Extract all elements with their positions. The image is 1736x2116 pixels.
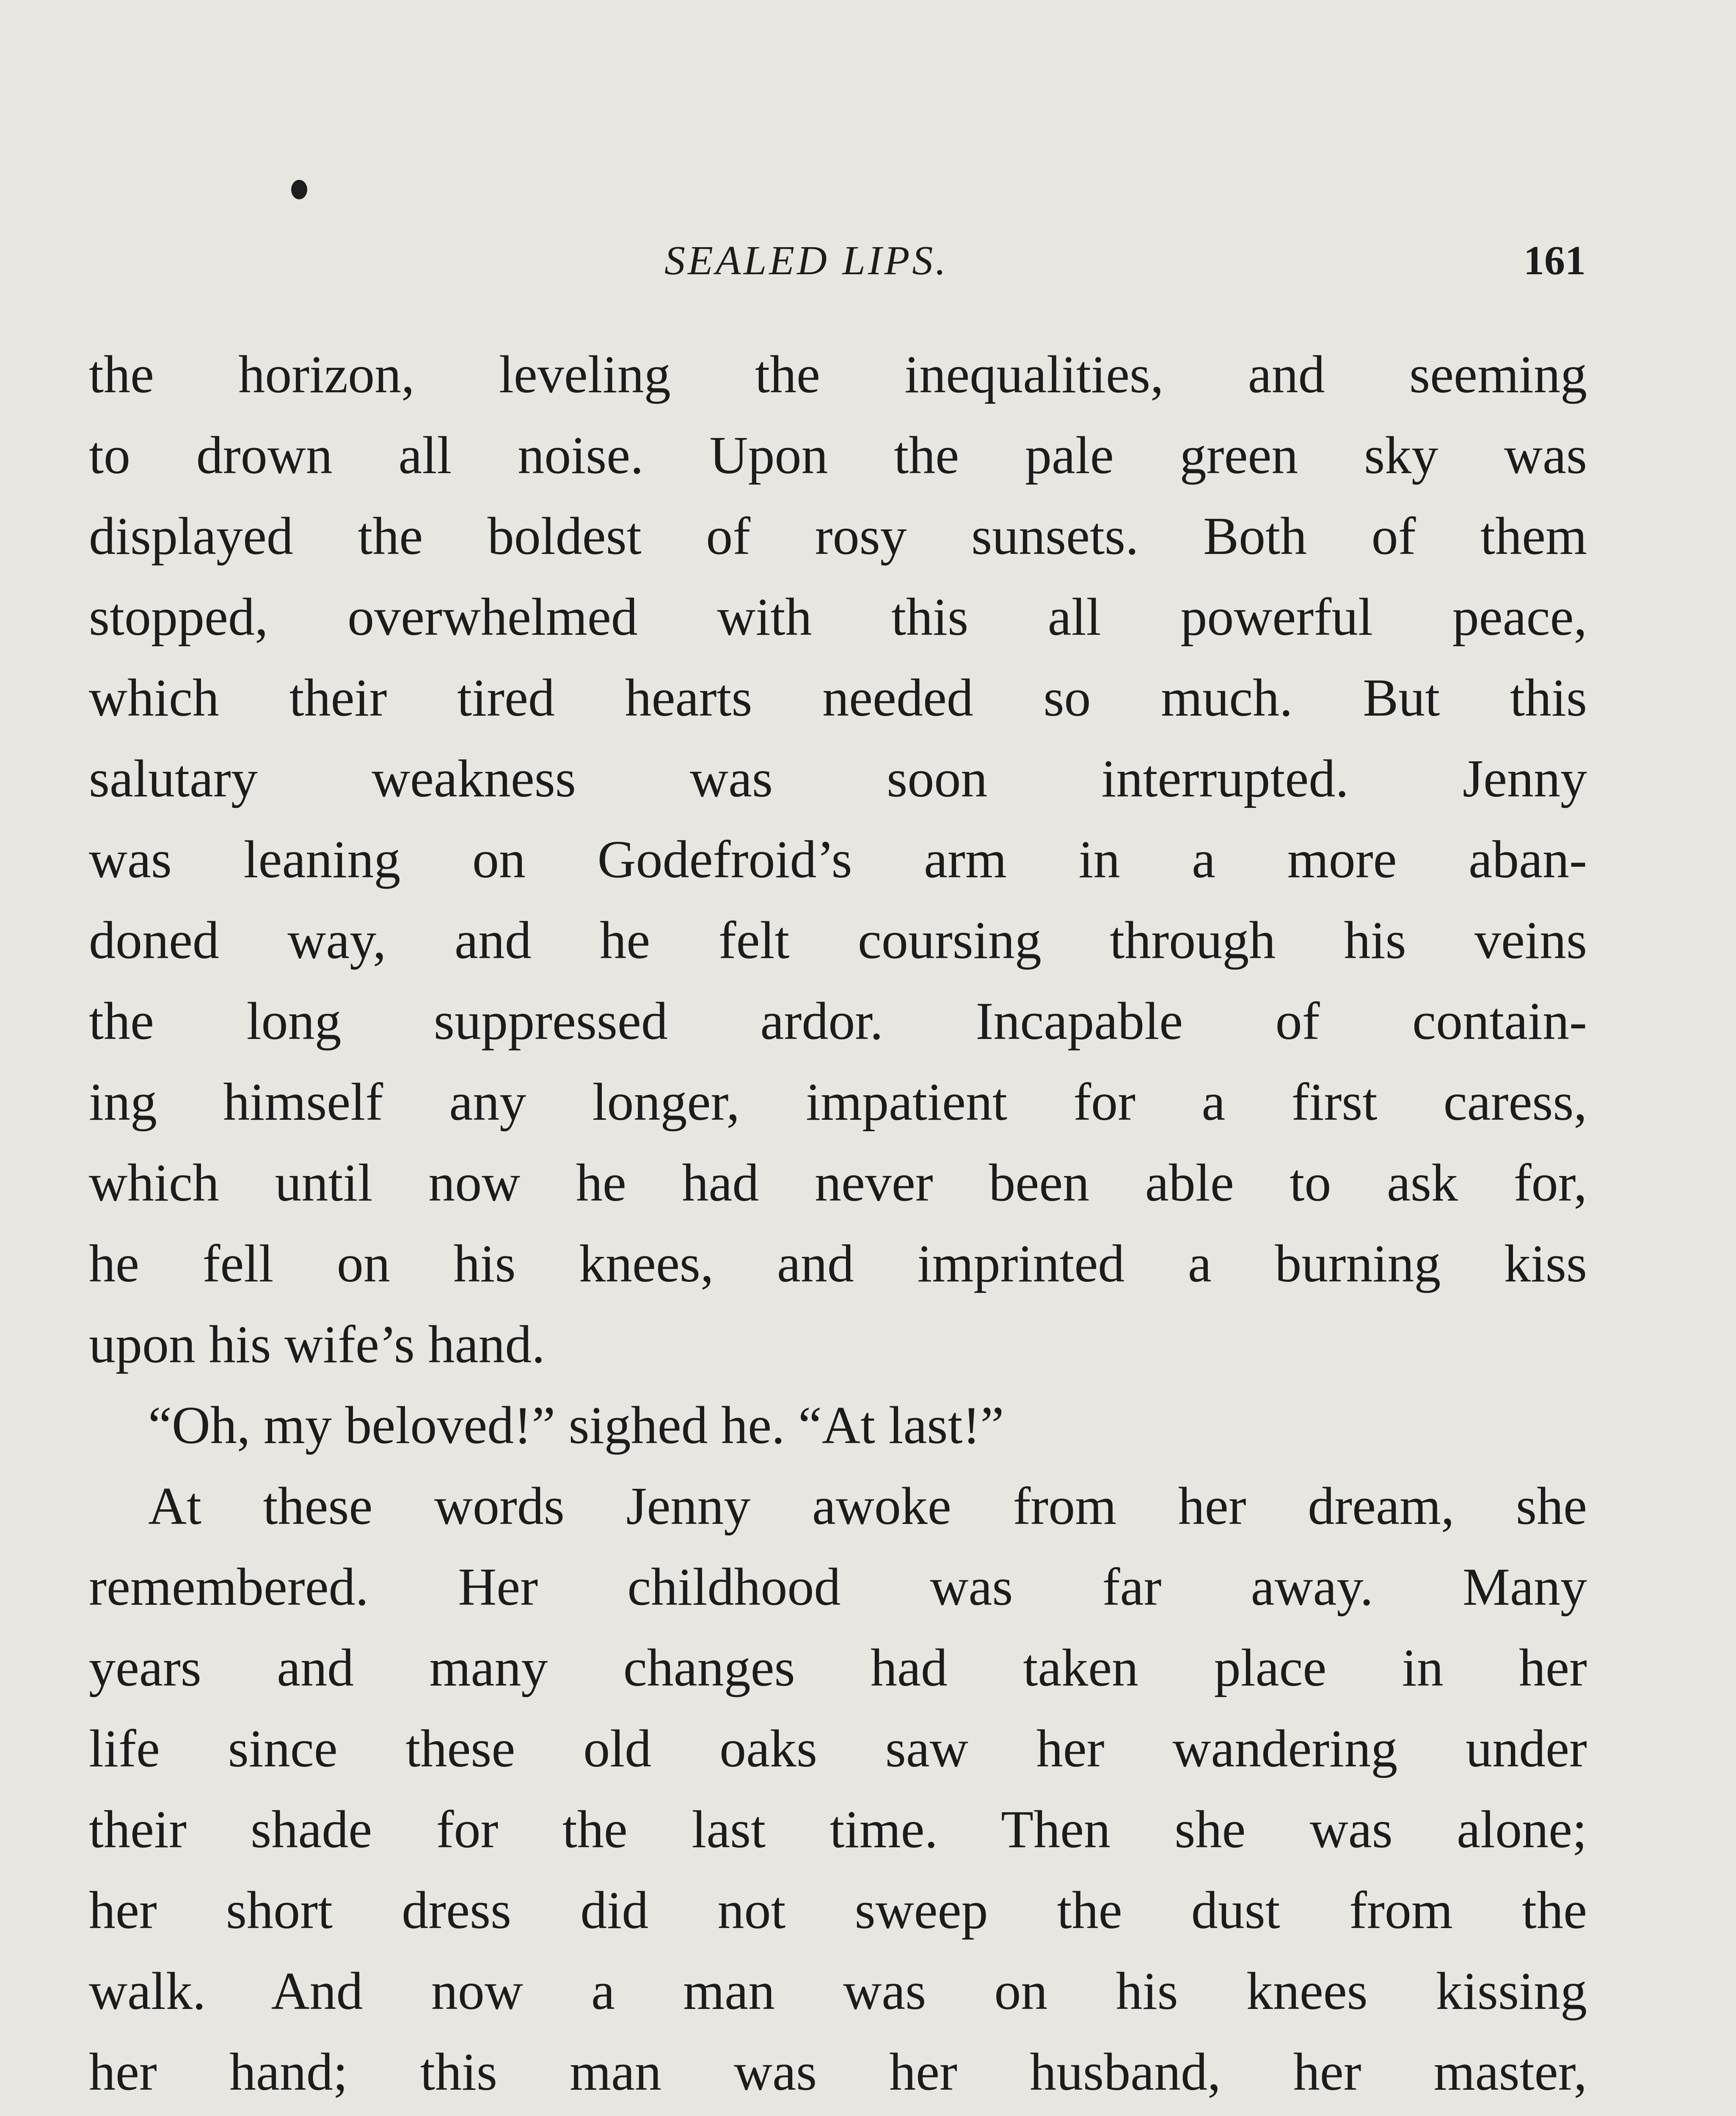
text-line: to drown all noise. Upon the pale green sky was — [89, 426, 1587, 485]
text-line: her hand; this man was her husband, her master, — [89, 2043, 1587, 2102]
text-line: he fell on his knees, and imprinted a burning kiss — [89, 1234, 1587, 1293]
page-number: 161 — [1524, 238, 1586, 284]
text-line: upon his wife’s hand. — [89, 1315, 545, 1374]
text-line — [89, 2113, 1587, 2116]
text-line: was leaning on Godefroid’s arm in a more aban- — [89, 830, 1587, 889]
text-line: displayed the boldest of rosy sunsets. Both of them — [89, 507, 1587, 566]
running-head — [0, 229, 1736, 296]
text-line: “Oh, my beloved!” sighed he. “At last!” — [148, 1396, 1004, 1455]
ink-dot — [291, 180, 307, 199]
text-line: their shade for the last time. Then she was alone; — [89, 1800, 1587, 1859]
text-line: remembered. Her childhood was far away. Many — [89, 1558, 1587, 1617]
text-line: which their tired hearts needed so much. But this — [89, 669, 1587, 727]
text-line: the long suppressed ardor. Incapable of contain- — [89, 992, 1587, 1051]
text-line: stopped, overwhelmed with this all powerful peace, — [89, 588, 1587, 647]
text-line: ing himself any longer, impatient for a first caress, — [89, 1073, 1587, 1132]
text-line: life since these old oaks saw her wandering under — [89, 1719, 1587, 1778]
body-text — [89, 334, 1587, 2116]
text-line: At these words Jenny awoke from her dream, she — [148, 1477, 1587, 1536]
text-line: her short dress did not sweep the dust from the — [89, 1881, 1587, 1940]
text-line: the horizon, leveling the inequalities, and seeming — [89, 345, 1587, 404]
text-line: which until now he had never been able to ask for, — [89, 1154, 1587, 1212]
text-line: walk. And now a man was on his knees kissing — [89, 1962, 1587, 2021]
text-line: years and many changes had taken place in her — [89, 1639, 1587, 1697]
running-title: SEALED LIPS. — [664, 238, 948, 284]
text-line: salutary weakness was soon interrupted. Jenny — [89, 749, 1587, 808]
text-line: doned way, and he felt coursing through his veins — [89, 911, 1587, 970]
